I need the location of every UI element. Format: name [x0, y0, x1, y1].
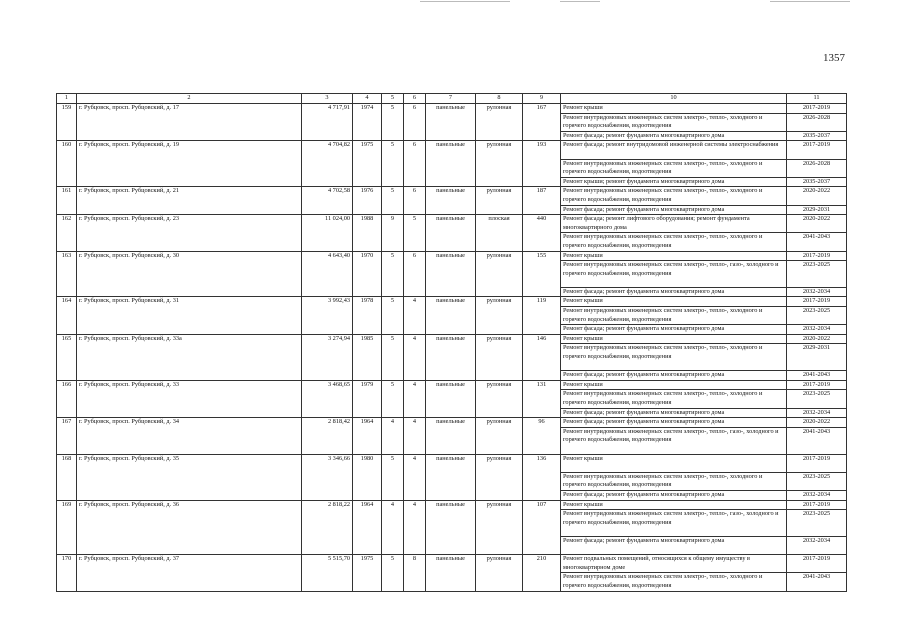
- cell-year: 1980: [353, 454, 382, 500]
- cell-address: г. Рубцовск, просп. Рубцовский, д. 19: [77, 141, 302, 187]
- cell-work-type: Ремонт внутридомовых инженерных систем электро-, тепло-, холодного и горячего водоснабжения, водоотведения: [561, 159, 787, 177]
- cell-work-type: Ремонт крыши: [561, 500, 787, 510]
- column-number: 6: [404, 94, 426, 104]
- cell-walls: панельные: [426, 104, 476, 141]
- cell-year: 1975: [353, 141, 382, 187]
- cell-work-period: 2023-2025: [787, 472, 847, 490]
- cell-residents: 155: [523, 251, 561, 297]
- cell-roof: рулонная: [476, 187, 523, 215]
- cell-work-period: 2017-2019: [787, 104, 847, 114]
- cell-entrances: 6: [404, 251, 426, 297]
- cell-entrances: 4: [404, 297, 426, 334]
- cell-work-period: 2035-2037: [787, 177, 847, 187]
- cell-address: г. Рубцовск, просп. Рубцовский, д. 33: [77, 380, 302, 417]
- housing-register-table: [56, 93, 847, 592]
- cell-year: 1964: [353, 418, 382, 454]
- cell-walls: панельные: [426, 418, 476, 454]
- cell-work-period: 2017-2019: [787, 141, 847, 159]
- cell-floors: 5: [382, 454, 404, 500]
- cell-work-type: Ремонт крыши: [561, 251, 787, 261]
- cell-work-period: 2041-2043: [787, 573, 847, 591]
- table-row: [57, 500, 847, 510]
- cell-area: 11 024,00: [302, 215, 353, 251]
- cell-floors: 5: [382, 297, 404, 334]
- cell-entrances: 5: [404, 215, 426, 251]
- cell-roof: рулонная: [476, 555, 523, 591]
- cell-work-type: Ремонт фасада; ремонт фундамента многоквартирного дома: [561, 325, 787, 335]
- cell-work-period: 2029-2031: [787, 205, 847, 215]
- column-number: 4: [353, 94, 382, 104]
- cell-residents: 167: [523, 104, 561, 141]
- cell-work-type: Ремонт фасада; ремонт фундамента многоквартирного дома: [561, 131, 787, 141]
- cell-work-type: Ремонт фасада; ремонт фундамента многоквартирного дома: [561, 408, 787, 418]
- cell-year: 1985: [353, 334, 382, 380]
- cell-residents: 440: [523, 215, 561, 251]
- cell-roof: рулонная: [476, 418, 523, 454]
- cell-entrances: 8: [404, 555, 426, 591]
- cell-address: г. Рубцовск, просп. Рубцовский, д. 33а: [77, 334, 302, 380]
- cell-work-period: 2020-2022: [787, 418, 847, 428]
- cell-work-type: Ремонт фасада; ремонт фундамента многоквартирного дома: [561, 205, 787, 215]
- cell-work-period: 2017-2019: [787, 454, 847, 472]
- cell-entrances: 4: [404, 334, 426, 380]
- cell-address: г. Рубцовск, просп. Рубцовский, д. 31: [77, 297, 302, 334]
- cell-entrances: 4: [404, 500, 426, 555]
- cell-floors: 5: [382, 251, 404, 297]
- scan-top-rule: [300, 0, 905, 3]
- cell-walls: панельные: [426, 251, 476, 297]
- column-number: 7: [426, 94, 476, 104]
- column-number: 9: [523, 94, 561, 104]
- cell-floors: 5: [382, 380, 404, 417]
- cell-num: 164: [57, 297, 77, 334]
- cell-work-period: 2035-2037: [787, 131, 847, 141]
- cell-year: 1970: [353, 251, 382, 297]
- cell-work-period: 2020-2022: [787, 215, 847, 233]
- cell-address: г. Рубцовск, просп. Рубцовский, д. 36: [77, 500, 302, 555]
- cell-num: 163: [57, 251, 77, 297]
- cell-num: 170: [57, 555, 77, 591]
- cell-year: 1964: [353, 500, 382, 555]
- cell-entrances: 4: [404, 454, 426, 500]
- cell-num: 168: [57, 454, 77, 500]
- column-number: 8: [476, 94, 523, 104]
- cell-num: 165: [57, 334, 77, 380]
- table-row: [57, 418, 847, 428]
- cell-work-type: Ремонт фасада; ремонт внутридомовой инженерной системы электроснабжения: [561, 141, 787, 159]
- cell-work-type: Ремонт внутридомовых инженерных систем электро-, тепло-, холодного и горячего водоснабжения, водоотведения: [561, 187, 787, 205]
- cell-work-period: 2032-2034: [787, 287, 847, 297]
- cell-num: 167: [57, 418, 77, 454]
- table-row: [57, 251, 847, 261]
- cell-floors: 5: [382, 334, 404, 380]
- cell-walls: панельные: [426, 555, 476, 591]
- cell-work-period: 2029-2031: [787, 344, 847, 371]
- cell-area: 5 515,70: [302, 555, 353, 591]
- cell-residents: 210: [523, 555, 561, 591]
- cell-num: 160: [57, 141, 77, 187]
- cell-work-type: Ремонт внутридомовых инженерных систем электро-, тепло-, холодного и горячего водоснабжения, водоотведения: [561, 307, 787, 325]
- cell-floors: 5: [382, 104, 404, 141]
- cell-roof: рулонная: [476, 141, 523, 187]
- cell-work-type: Ремонт крыши: [561, 297, 787, 307]
- cell-work-type: Ремонт крыши: [561, 334, 787, 344]
- cell-work-period: 2017-2019: [787, 500, 847, 510]
- column-number: 10: [561, 94, 787, 104]
- cell-year: 1988: [353, 215, 382, 251]
- table-row: [57, 454, 847, 472]
- cell-work-type: Ремонт внутридомовых инженерных систем электро-, тепло-, газо-, холодного и горячего водоснабжения, водоотведения: [561, 510, 787, 537]
- cell-entrances: 6: [404, 187, 426, 215]
- table-row: [57, 555, 847, 573]
- cell-work-period: 2032-2034: [787, 325, 847, 335]
- cell-entrances: 4: [404, 418, 426, 454]
- column-number: 11: [787, 94, 847, 104]
- cell-work-period: 2017-2019: [787, 251, 847, 261]
- cell-work-type: Ремонт внутридомовых инженерных систем электро-, тепло-, холодного и горячего водоснабжения, водоотведения: [561, 573, 787, 591]
- cell-work-period: 2020-2022: [787, 187, 847, 205]
- cell-address: г. Рубцовск, просп. Рубцовский, д. 17: [77, 104, 302, 141]
- cell-residents: 107: [523, 500, 561, 555]
- cell-roof: плоская: [476, 215, 523, 251]
- cell-work-period: 2023-2025: [787, 510, 847, 537]
- cell-num: 162: [57, 215, 77, 251]
- cell-area: 2 818,42: [302, 418, 353, 454]
- cell-floors: 9: [382, 215, 404, 251]
- table-row: [57, 215, 847, 233]
- cell-roof: рулонная: [476, 380, 523, 417]
- cell-year: 1974: [353, 104, 382, 141]
- cell-work-period: 2023-2025: [787, 261, 847, 288]
- cell-work-type: Ремонт подвальных помещений, относящихся к общему имуществу в многоквартирном доме: [561, 555, 787, 573]
- cell-roof: рулонная: [476, 454, 523, 500]
- cell-roof: рулонная: [476, 334, 523, 380]
- cell-area: 4 717,91: [302, 104, 353, 141]
- cell-area: 3 346,66: [302, 454, 353, 500]
- cell-address: г. Рубцовск, просп. Рубцовский, д. 34: [77, 418, 302, 454]
- cell-walls: панельные: [426, 500, 476, 555]
- cell-year: 1975: [353, 555, 382, 591]
- cell-work-type: Ремонт крыши: [561, 104, 787, 114]
- cell-floors: 5: [382, 187, 404, 215]
- cell-work-type: Ремонт крыши: [561, 454, 787, 472]
- table-row: [57, 380, 847, 390]
- cell-address: г. Рубцовск, просп. Рубцовский, д. 21: [77, 187, 302, 215]
- cell-address: г. Рубцовск, просп. Рубцовский, д. 23: [77, 215, 302, 251]
- cell-address: г. Рубцовск, просп. Рубцовский, д. 35: [77, 454, 302, 500]
- cell-walls: панельные: [426, 297, 476, 334]
- table-row: [57, 141, 847, 159]
- column-number: 3: [302, 94, 353, 104]
- column-number: 2: [77, 94, 302, 104]
- cell-floors: 5: [382, 555, 404, 591]
- cell-work-type: Ремонт внутридомовых инженерных систем электро-, тепло-, холодного и горячего водоснабжения, водоотведения: [561, 344, 787, 371]
- cell-work-type: Ремонт внутридомовых инженерных систем электро-, тепло-, газо-, холодного и горячего водоснабжения, водоотведения: [561, 261, 787, 288]
- cell-work-type: Ремонт фасада; ремонт лифтового оборудования; ремонт фундамента многоквартирного дома: [561, 215, 787, 233]
- cell-work-type: Ремонт внутридомовых инженерных систем электро-, тепло-, газо-, холодного и горячего водоснабжения, водоотведения: [561, 427, 787, 454]
- cell-work-period: 2017-2019: [787, 555, 847, 573]
- cell-floors: 4: [382, 418, 404, 454]
- cell-work-type: Ремонт фасада; ремонт фундамента многоквартирного дома: [561, 371, 787, 381]
- column-number: 5: [382, 94, 404, 104]
- cell-roof: рулонная: [476, 297, 523, 334]
- cell-work-period: 2041-2043: [787, 371, 847, 381]
- cell-num: 166: [57, 380, 77, 417]
- cell-work-period: 2032-2034: [787, 490, 847, 500]
- cell-residents: 187: [523, 187, 561, 215]
- cell-area: 2 818,22: [302, 500, 353, 555]
- table-row: [57, 297, 847, 307]
- cell-work-type: Ремонт крыши: [561, 380, 787, 390]
- cell-residents: 131: [523, 380, 561, 417]
- cell-walls: панельные: [426, 215, 476, 251]
- cell-roof: рулонная: [476, 251, 523, 297]
- column-number: 1: [57, 94, 77, 104]
- cell-work-period: 2023-2025: [787, 307, 847, 325]
- cell-residents: 146: [523, 334, 561, 380]
- table-body: [57, 94, 847, 592]
- cell-year: 1976: [353, 187, 382, 215]
- cell-residents: 119: [523, 297, 561, 334]
- cell-year: 1978: [353, 297, 382, 334]
- cell-work-type: Ремонт фасада; ремонт фундамента многоквартирного дома: [561, 287, 787, 297]
- cell-walls: панельные: [426, 454, 476, 500]
- cell-area: 4 702,58: [302, 187, 353, 215]
- table-row: [57, 104, 847, 114]
- cell-address: г. Рубцовск, просп. Рубцовский, д. 37: [77, 555, 302, 591]
- table-row: [57, 187, 847, 205]
- cell-floors: 4: [382, 500, 404, 555]
- cell-area: 4 704,82: [302, 141, 353, 187]
- page-number: 1357: [823, 52, 845, 64]
- cell-work-type: Ремонт внутридомовых инженерных систем электро-, тепло-, холодного и горячего водоснабжения, водоотведения: [561, 390, 787, 408]
- cell-walls: панельные: [426, 187, 476, 215]
- cell-residents: 193: [523, 141, 561, 187]
- cell-work-period: 2032-2034: [787, 408, 847, 418]
- cell-work-type: Ремонт внутридомовых инженерных систем электро-, тепло-, холодного и горячего водоснабжения, водоотведения: [561, 233, 787, 251]
- cell-work-type: Ремонт крыши; ремонт фундамента многоквартирного дома: [561, 177, 787, 187]
- cell-work-period: 2032-2034: [787, 536, 847, 554]
- cell-num: 169: [57, 500, 77, 555]
- cell-work-type: Ремонт фасада; ремонт фундамента многоквартирного дома: [561, 418, 787, 428]
- cell-num: 159: [57, 104, 77, 141]
- cell-num: 161: [57, 187, 77, 215]
- cell-area: 3 274,94: [302, 334, 353, 380]
- cell-entrances: 6: [404, 104, 426, 141]
- cell-entrances: 6: [404, 141, 426, 187]
- cell-walls: панельные: [426, 380, 476, 417]
- cell-area: 3 468,65: [302, 380, 353, 417]
- cell-work-period: 2020-2022: [787, 334, 847, 344]
- cell-residents: 136: [523, 454, 561, 500]
- cell-area: 3 992,43: [302, 297, 353, 334]
- column-number-row: [57, 94, 847, 104]
- cell-work-type: Ремонт фасада; ремонт фундамента многоквартирного дома: [561, 490, 787, 500]
- cell-area: 4 643,40: [302, 251, 353, 297]
- cell-work-period: 2017-2019: [787, 380, 847, 390]
- cell-floors: 5: [382, 141, 404, 187]
- cell-work-period: 2041-2043: [787, 427, 847, 454]
- cell-work-type: Ремонт внутридомовых инженерных систем электро-, тепло-, холодного и горячего водоснабжения, водоотведения: [561, 472, 787, 490]
- table-row: [57, 334, 847, 344]
- cell-year: 1979: [353, 380, 382, 417]
- cell-work-type: Ремонт фасада; ремонт фундамента многоквартирного дома: [561, 536, 787, 554]
- cell-residents: 96: [523, 418, 561, 454]
- cell-address: г. Рубцовск, просп. Рубцовский, д. 30: [77, 251, 302, 297]
- cell-entrances: 4: [404, 380, 426, 417]
- cell-work-period: 2026-2028: [787, 113, 847, 131]
- cell-work-period: 2026-2028: [787, 159, 847, 177]
- cell-walls: панельные: [426, 141, 476, 187]
- cell-work-period: 2041-2043: [787, 233, 847, 251]
- cell-work-period: 2017-2019: [787, 297, 847, 307]
- cell-work-type: Ремонт внутридомовых инженерных систем электро-, тепло-, холодного и горячего водоснабжения, водоотведения: [561, 113, 787, 131]
- cell-work-period: 2023-2025: [787, 390, 847, 408]
- cell-roof: рулонная: [476, 500, 523, 555]
- cell-roof: рулонная: [476, 104, 523, 141]
- cell-walls: панельные: [426, 334, 476, 380]
